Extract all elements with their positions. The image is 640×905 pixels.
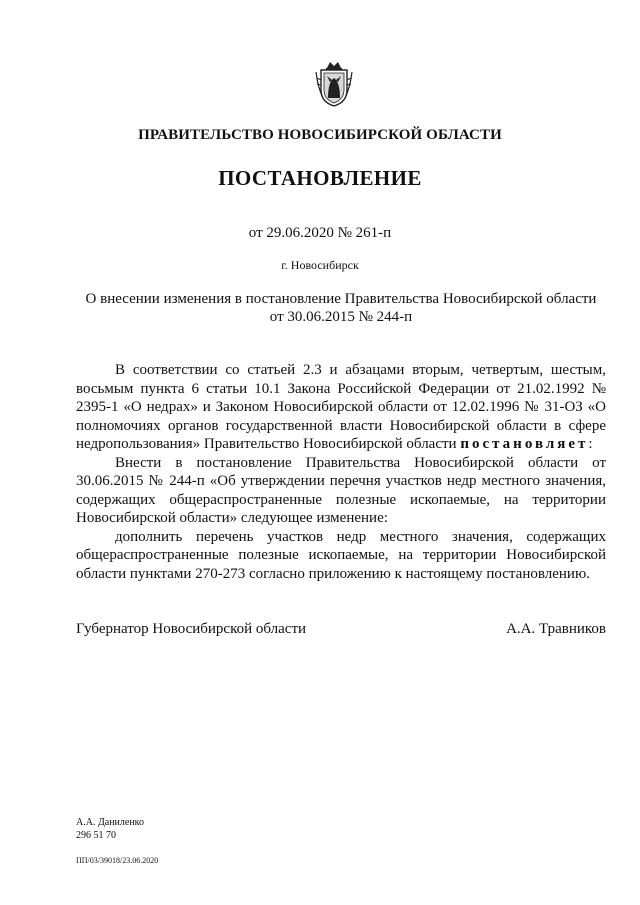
executor-phone: 296 51 70 [76, 830, 116, 841]
signatory-name: А.А. Травников [506, 621, 606, 637]
subject-line-1: О внесении изменения в постановление Правительства Новосибирской области [85, 291, 597, 307]
subject-line-2: от 30.06.2015 № 244-п [269, 309, 413, 325]
body-paragraph-3: дополнить перечень участков недр местного значения, содержащих общераспространенные полезные ископаемые, на территории Новосибирской области пунктами 270-273 согласно приложению к настоящему постановлению. [76, 528, 606, 582]
body-paragraph-1 [76, 361, 606, 454]
executor-name: А.А. Даниленко [76, 817, 145, 828]
document-city: г. Новосибирск [281, 258, 359, 272]
document-subject [76, 290, 606, 326]
paragraph-1-end: : [588, 436, 593, 452]
coat-of-arms-icon [315, 58, 353, 108]
decree-keyword: постановляет [460, 436, 589, 452]
document-body [76, 361, 606, 583]
document-date-number: от 29.06.2020 № 261-п [248, 225, 392, 241]
paragraph-1-text: В соответствии со статьей 2.3 и абзацами вторым, четвертым, шестым, восьмым пункта 6 статьи 10.1 Закона Российской Федерации от 21.02.1992 № 2395-1 «О недрах» и Законом Новосибирской области от 12.02.1996 № 31-ОЗ «О полномочиях органов государственной власти Новосибирской области в сфере недропользования» Правительство Новосибирской области [76, 362, 606, 452]
body-paragraph-2: Внести в постановление Правительства Новосибирской области от 30.06.2015 № 244-п «Об утверждении перечня участков недр местного значения, содержащих общераспространенные полезные ископаемые, на территории Новосибирской области» следующее изменение: [76, 454, 606, 526]
organization-title: ПРАВИТЕЛЬСТВО НОВОСИБИРСКОЙ ОБЛАСТИ [138, 127, 502, 143]
document-code: ПП/03/39018/23.06.2020 [76, 856, 159, 865]
signatory-position: Губернатор Новосибирской области [76, 621, 307, 637]
executor-block [76, 816, 144, 842]
document-type-title: ПОСТАНОВЛЕНИЕ [218, 166, 422, 190]
